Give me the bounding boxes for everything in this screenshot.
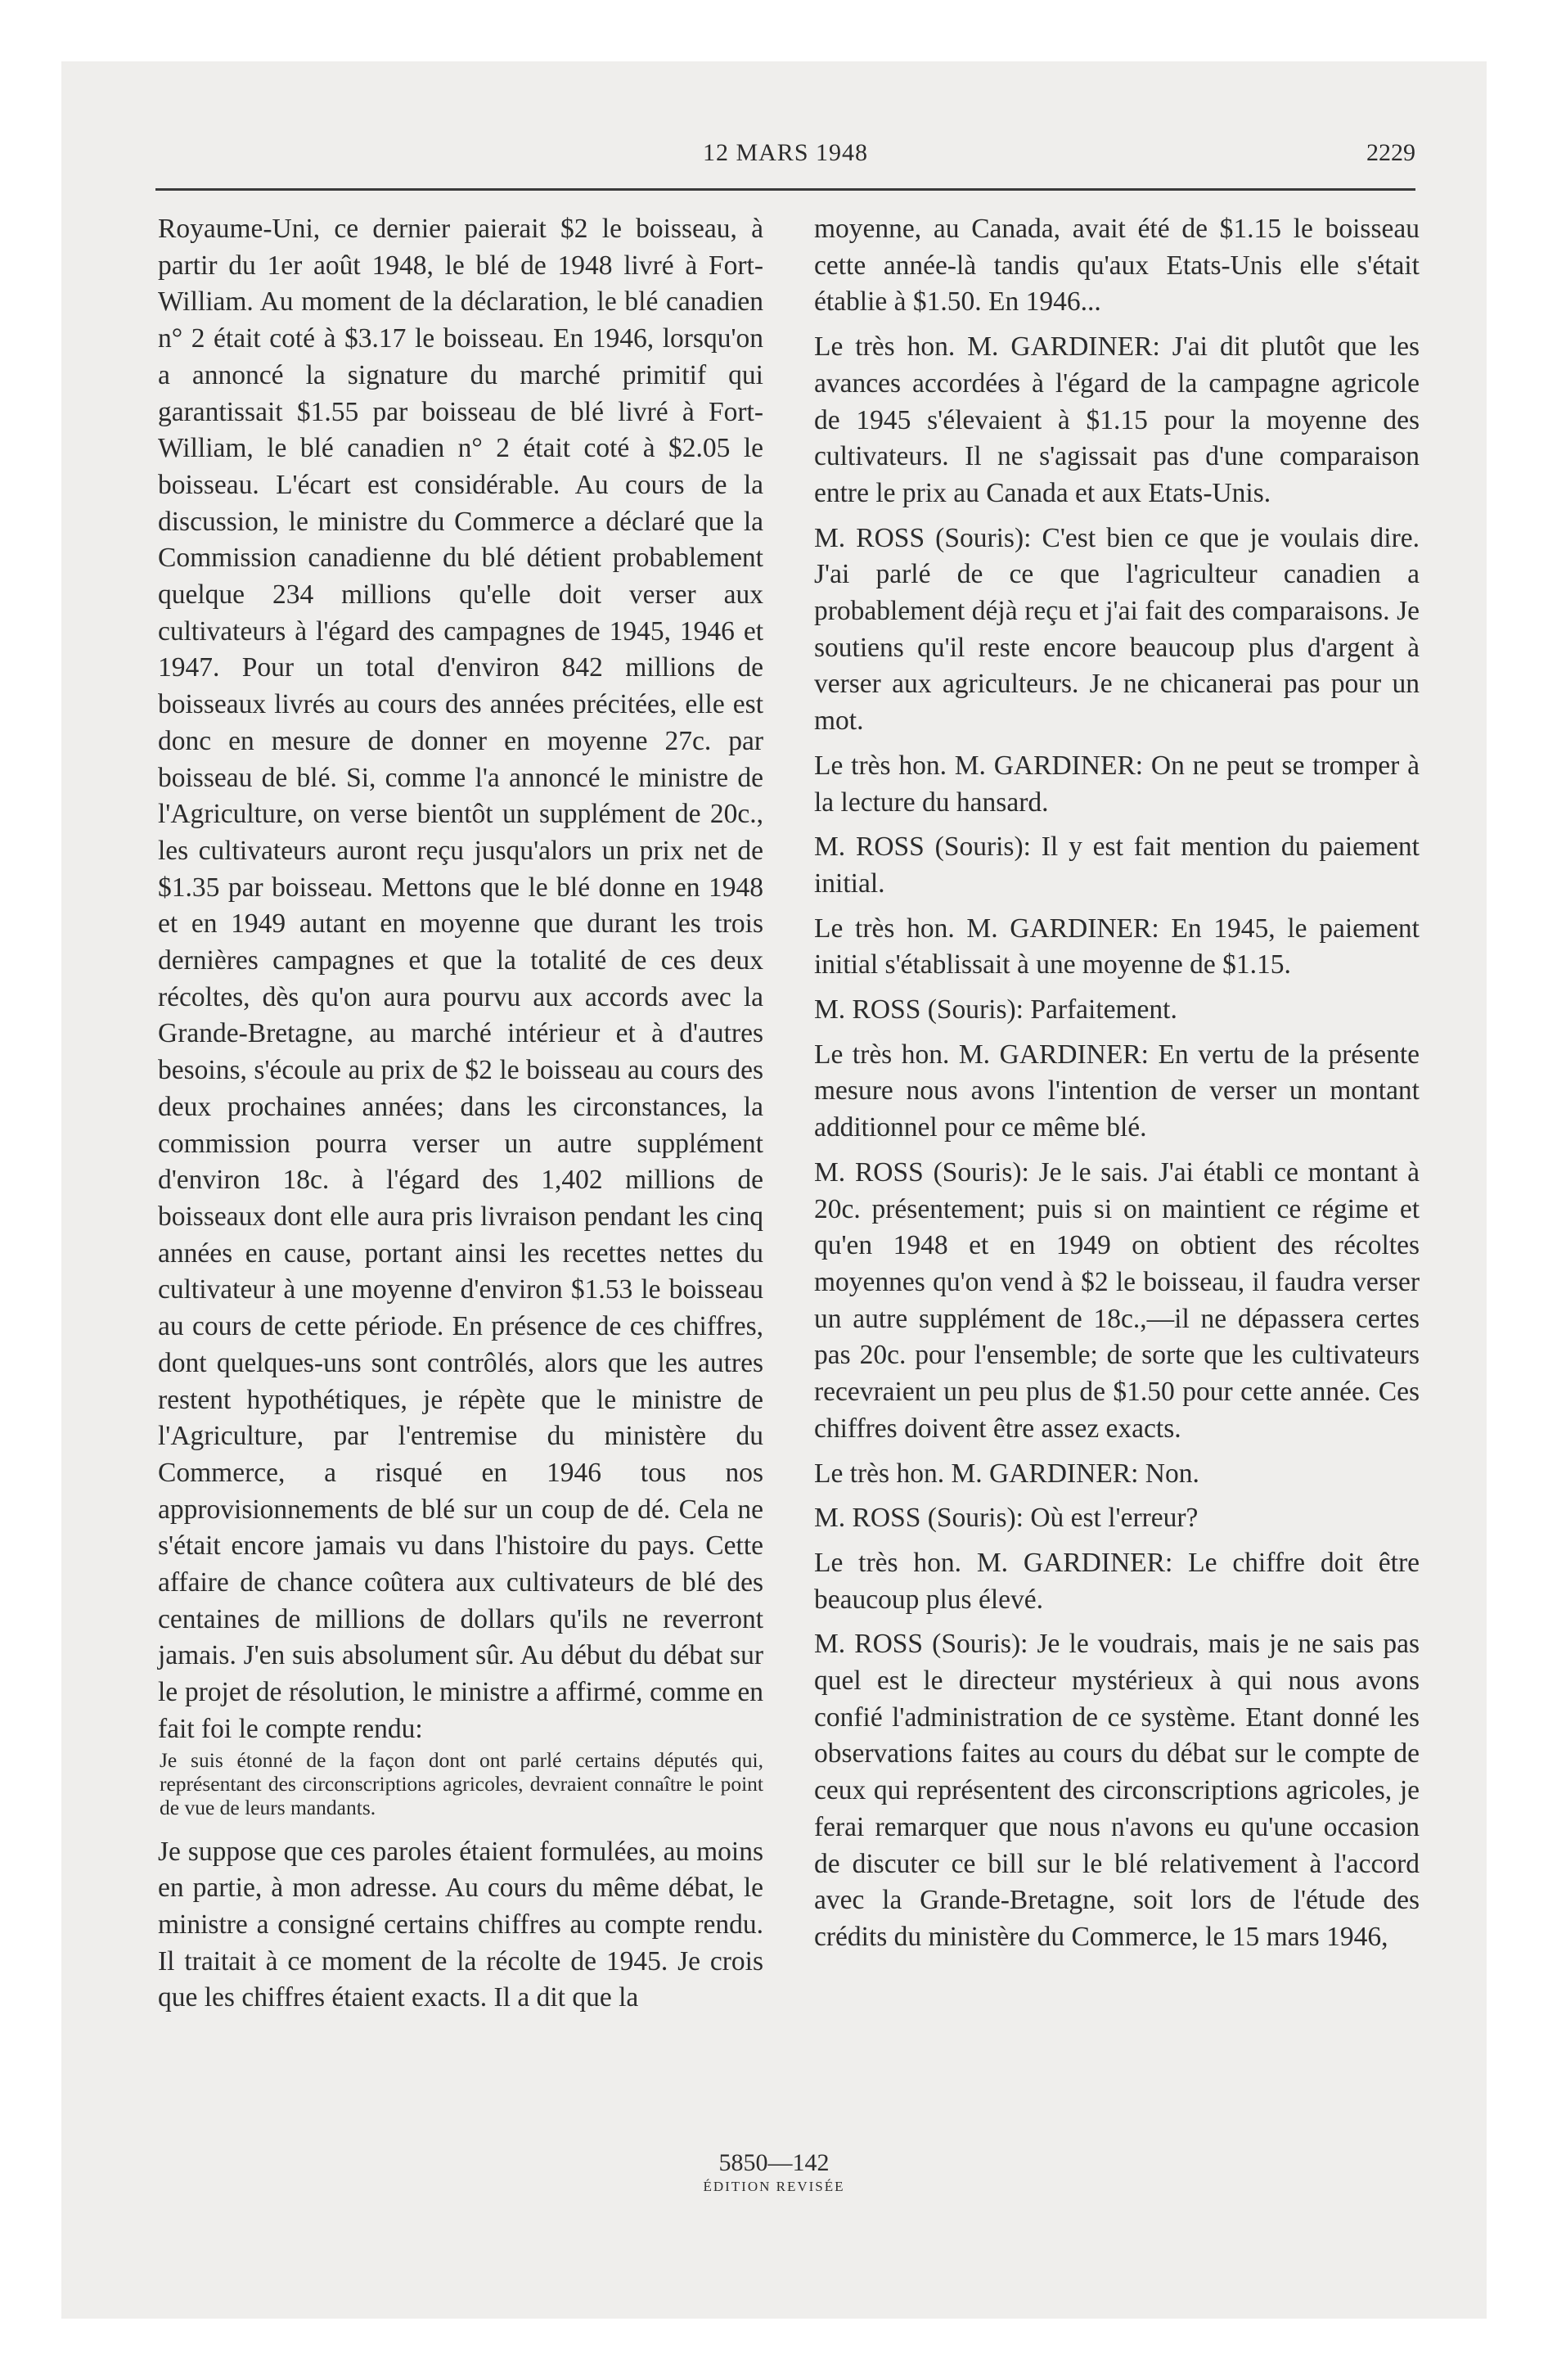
- right-column: [814, 211, 1420, 1964]
- page-number: 2229: [1366, 139, 1415, 166]
- right-paragraph-5: M. ROSS (Souris): Il y est fait mention du paiement initial.: [814, 832, 1420, 899]
- footer-edition: ÉDITION REVISÉE: [703, 2179, 845, 2194]
- page-footer: [0, 2148, 1548, 2196]
- right-paragraph-7: M. ROSS (Souris): Parfaitement.: [814, 994, 1177, 1025]
- right-paragraph-13: M. ROSS (Souris): Je le voudrais, mais je ne sais pas quel est le directeur mystérieux à qui nous avons confié l'administration de ce système. Etant donné les observations faites au cours du débat sur le compte de ceux qui représentent des circonscriptions agricoles, je ferai remarquer que nous n'avons eu qu'une occasion de discuter ce bill sur le blé relativement à l'accord avec la Grande-Bretagne, soit lors de l'étude des crédits du ministère du Commerce, le 15 mars 1946,: [814, 1629, 1420, 1952]
- right-paragraph-6: Le très hon. M. GARDINER: En 1945, le paiement initial s'établissait à une moyenne de $1.15.: [814, 913, 1420, 980]
- left-paragraph-1: Royaume-Uni, ce dernier paierait $2 le boisseau, à partir du 1er août 1948, le blé de 1948 livré à Fort-William. Au moment de la déclaration, le blé canadien n° 2 était coté à $3.17 le boisseau. En 1946, lorsqu'on a annoncé la signature du marché primitif qui garantissait $1.55 par boisseau de blé livré à Fort-William, le blé canadien n° 2 était coté à $2.05 le boisseau. L'écart est considérable. Au cours de la discussion, le ministre du Commerce a déclaré que la Commission canadienne du blé détient probablement quelque 234 millions qu'elle doit verser aux cultivateurs à l'égard des campagnes de 1945, 1946 et 1947. Pour un total d'environ 842 millions de boisseaux livrés au cours des années précitées, elle est donc en mesure de donner en moyenne 27c. par boisseau de blé. Si, comme l'a annoncé le ministre de l'Agriculture, on verse bientôt un supplément de 20c., les cultivateurs auront reçu jusqu'alors un prix net de $1.35 par boisseau. Mettons que le blé donne en 1948 et en 1949 autant en moyenne que durant les trois dernières campagnes et que la totalité de ces deux récoltes, dès qu'on aura pourvu aux accords avec la Grande-Bretagne, au marché intérieur et à d'autres besoins, s'écoule au prix de $2 le boisseau au cours des deux prochaines années; dans les circonstances, la commission pourra verser un autre supplément d'environ 18c. à l'égard des 1,402 millions de boisseaux dont elle aura pris livraison pendant les cinq années en cause, portant ainsi les recettes nettes du cultivateur à une moyenne d'environ $1.53 le boisseau au cours de cette période. En présence de ces chiffres, dont quelques-uns sont contrôlés, alors que les autres restent hypothétiques, je répète que le ministre de l'Agriculture, par l'entremise du ministère du Commerce, a risqué en 1946 tous nos approvisionnements de blé sur un coup de dé. Cela ne s'était encore jamais vu dans l'histoire du pays. Cette affaire de chance coûtera aux cultivateurs de blé des centaines de millions de dollars qu'ils ne reverront jamais. J'en suis absolument sûr. Au début du débat sur le projet de résolution, le ministre a affirmé, comme en fait foi le compte rendu:: [158, 214, 763, 1744]
- right-paragraph-4: Le très hon. M. GARDINER: On ne peut se tromper à la lecture du hansard.: [814, 750, 1420, 818]
- footer-code: 5850—142: [718, 2149, 830, 2176]
- page-header: [155, 139, 1415, 180]
- right-paragraph-8: Le très hon. M. GARDINER: En vertu de la présente mesure nous avons l'intention de verser un montant additionnel pour ce même blé.: [814, 1039, 1420, 1143]
- right-paragraph-3: M. ROSS (Souris): C'est bien ce que je voulais dire. J'ai parlé de ce que l'agriculteur canadien a probablement déjà reçu et j'ai fait des comparaisons. Je soutiens qu'il reste encore beaucoup plus d'argent à verser aux agriculteurs. Je ne chicanerai pas pour un mot.: [814, 522, 1420, 737]
- left-column: [158, 211, 763, 2017]
- right-paragraph-1: moyenne, au Canada, avait été de $1.15 le boisseau cette année-là tandis qu'aux Etats-Unis elle s'était établie à $1.50. En 1946...: [814, 214, 1420, 318]
- left-paragraph-2: Je suppose que ces paroles étaient formulées, au moins en partie, à mon adresse. Au cours du même débat, le ministre a consigné certains chiffres au compte rendu. Il traitait à ce moment de la récolte de 1945. Je crois que les chiffres étaient exacts. Il a dit que la: [158, 1836, 763, 2013]
- block-quote: Je suis étonné de la façon dont ont parlé certains députés qui, représentant des circonscriptions agricoles, devraient connaître le point de vue de leurs mandants.: [160, 1747, 763, 1819]
- right-paragraph-11: M. ROSS (Souris): Où est l'erreur?: [814, 1503, 1199, 1534]
- page-date: 12 MARS 1948: [702, 139, 869, 166]
- right-paragraph-2: Le très hon. M. GARDINER: J'ai dit plutôt que les avances accordées à l'égard de la campagne agricole de 1945 s'élevaient à $1.15 pour la moyenne des cultivateurs. Il ne s'agissait pas d'une comparaison entre le prix au Canada et aux Etats-Unis.: [814, 331, 1420, 508]
- right-paragraph-10: Le très hon. M. GARDINER: Non.: [814, 1458, 1199, 1489]
- right-paragraph-9: M. ROSS (Souris): Je le sais. J'ai établi ce montant à 20c. présentement; puis si on maintient ce régime et qu'en 1948 et en 1949 on obtient des récoltes moyennes qu'on vend à $2 le boisseau, il faudra verser un autre supplément de 18c.,—il ne dépassera certes pas 20c. pour l'ensemble; de sorte que les cultivateurs recevraient un peu plus de $1.50 pour cette année. Ces chiffres doivent être assez exacts.: [814, 1156, 1420, 1444]
- right-paragraph-12: Le très hon. M. GARDINER: Le chiffre doit être beaucoup plus élevé.: [814, 1547, 1420, 1615]
- header-rule: [155, 188, 1415, 191]
